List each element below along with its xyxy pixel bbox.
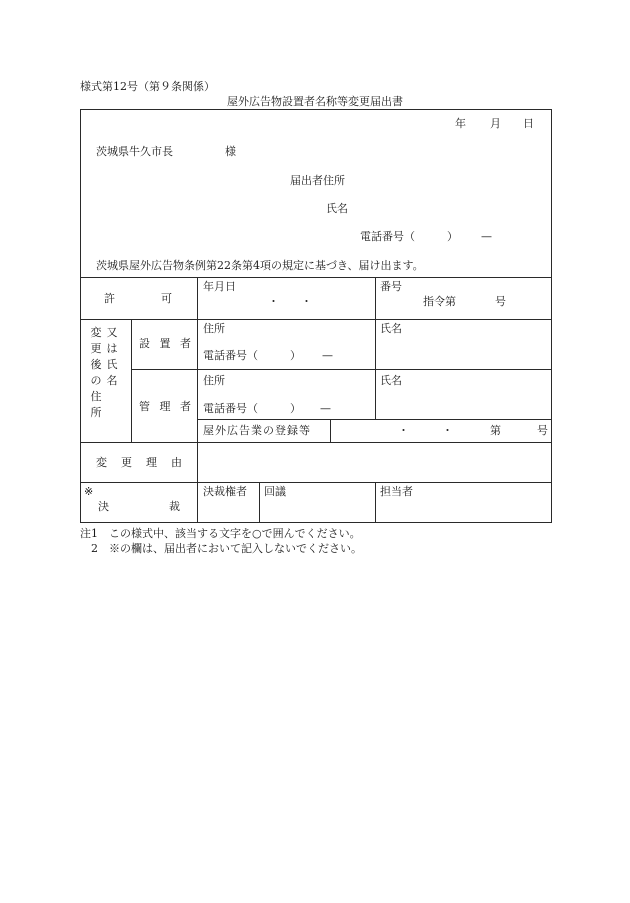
change-label-char: 氏: [106, 358, 118, 371]
applicant-address-label: 届出者住所: [290, 174, 345, 187]
change-row-top: [80, 319, 552, 320]
registration-divider: [330, 419, 331, 442]
manager-label-char: 理: [159, 400, 171, 413]
change-label-char: 更: [90, 342, 102, 355]
applicant-phone-paren: ）: [447, 230, 458, 243]
reason-label: [96, 456, 182, 470]
change-label-char: は: [106, 342, 118, 355]
installer-label-char: 置: [159, 337, 171, 350]
addressee-name: 茨城県牛久市長: [96, 145, 173, 158]
manager-phone-paren: ）: [290, 402, 301, 415]
installer-phone-label: 電話番号（: [203, 349, 258, 362]
manager-phone-label: 電話番号（: [203, 402, 258, 415]
reason-row-top: [80, 442, 552, 443]
permit-label: [104, 292, 172, 306]
approval-row-top: [80, 482, 552, 483]
manager-label-char: 管: [139, 400, 150, 413]
installer-manager-divider: [131, 369, 552, 370]
date-day: 日: [523, 117, 534, 130]
note-1: 注1 この様式中、該当する文字を○で囲んでください。: [80, 527, 361, 540]
change-label-char: 名: [106, 374, 118, 387]
permit-label-char: 可: [161, 292, 172, 305]
installer-label-char: 設: [139, 337, 150, 350]
form-title: 屋外広告物設置者名称等変更届出書: [227, 95, 403, 108]
installer-phone-paren: ）: [290, 349, 301, 362]
frame-left: [80, 109, 81, 523]
date-year: 年: [455, 117, 466, 130]
frame-bottom: [80, 522, 552, 523]
note-2: 2 ※の欄は、届出者において記入しないでください。: [80, 542, 362, 555]
approval-divider-1: [259, 482, 260, 523]
date-month: 月: [490, 117, 501, 130]
change-after-label-col1: [90, 325, 102, 421]
installer-label-char: 者: [180, 337, 191, 350]
installer-phone-dash: —: [322, 349, 333, 362]
addressee-honorific: 様: [225, 145, 236, 158]
approval-label-char: 決: [98, 500, 109, 513]
reason-label-char: 由: [171, 456, 182, 469]
change-after-label-col2: [106, 325, 118, 389]
permit-label-char: 許: [104, 292, 115, 305]
applicant-name-label: 氏名: [326, 202, 348, 215]
label-column-divider: [197, 277, 198, 523]
manager-phone-dash: —: [320, 402, 331, 415]
permit-date-dots: ・ ・: [268, 295, 312, 308]
installer-address-label: 住所: [203, 322, 225, 335]
change-label-char: 変: [90, 326, 102, 339]
installer-label: [139, 337, 191, 351]
frame-top: [80, 109, 552, 110]
manager-address-label: 住所: [203, 374, 225, 387]
applicant-phone-label: 電話番号（: [360, 230, 415, 243]
permit-number-label: 番号: [380, 280, 402, 293]
statement: 茨城県屋外広告物条例第22条第4項の規定に基づき、届け出ます。: [96, 259, 424, 272]
right-column-divider: [375, 277, 376, 419]
registration-number-suffix: 号: [537, 424, 548, 437]
frame-right: [551, 109, 552, 523]
registration-label: 屋外広告業の登録等: [203, 424, 311, 437]
sub-label-divider: [131, 319, 132, 442]
change-label-char: の: [90, 374, 102, 387]
registration-row-top: [197, 419, 552, 420]
change-label-char: 所: [90, 406, 102, 419]
approval-authority: 決裁権者: [203, 485, 247, 498]
permit-number-suffix: 号: [495, 295, 506, 308]
applicant-phone-dash: —: [481, 230, 492, 243]
approval-circulation: 回議: [264, 485, 286, 498]
form-number: 様式第12号（第９条関係）: [80, 80, 215, 93]
registration-number-prefix: 第: [490, 424, 501, 437]
approval-divider-2: [375, 482, 376, 523]
approval-label: [98, 500, 180, 514]
change-label-char: 後: [90, 358, 102, 371]
registration-dots: ・ ・: [398, 424, 453, 437]
installer-name-label: 氏名: [380, 322, 402, 335]
approval-mark: ※: [84, 485, 94, 498]
reason-label-char: 理: [146, 456, 157, 469]
approval-label-char: 裁: [169, 500, 180, 513]
manager-label: [139, 400, 191, 414]
reason-label-char: 更: [121, 456, 132, 469]
permit-row-top: [80, 277, 552, 278]
permit-date-label: 年月日: [203, 280, 236, 293]
permit-number-prefix: 指令第: [423, 295, 456, 308]
change-label-char: 又: [106, 326, 118, 339]
manager-name-label: 氏名: [380, 374, 402, 387]
change-label-char: 住: [90, 390, 102, 403]
reason-label-char: 変: [96, 456, 107, 469]
manager-label-char: 者: [180, 400, 191, 413]
approval-person-in-charge: 担当者: [380, 485, 413, 498]
